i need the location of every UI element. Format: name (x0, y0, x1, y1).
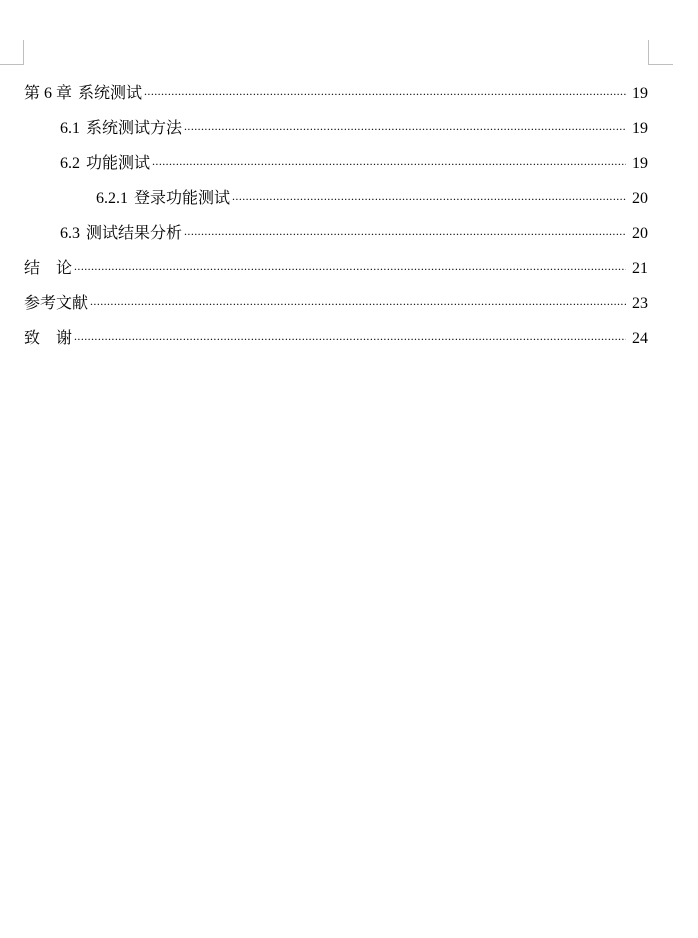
toc-dot-leader (74, 315, 626, 343)
toc-dot-leader (152, 140, 626, 168)
toc-dot-leader (232, 175, 626, 203)
toc-entry-title: 测试结果分析 (86, 223, 183, 242)
toc-entry-title: 功能测试 (86, 153, 151, 172)
toc-page-number: 19 (632, 120, 648, 137)
toc-entry-number: 6.3 (60, 225, 80, 242)
toc-entry-number: 6.2 (60, 155, 80, 172)
toc-page-number: 19 (632, 85, 648, 102)
crop-mark-top-right (648, 40, 673, 65)
toc-page-number: 19 (632, 155, 648, 172)
toc-page-number: 20 (632, 225, 648, 242)
toc-entry-6-2[interactable] (24, 140, 648, 175)
toc-dot-leader (184, 210, 626, 238)
toc-dot-leader (74, 245, 626, 273)
toc-entry-number: 6.2.1 (96, 190, 128, 207)
toc-entry-6-2-1[interactable] (24, 175, 648, 210)
toc-entry-acknowledgements[interactable] (24, 315, 648, 350)
toc-page-number: 21 (632, 260, 648, 277)
table-of-contents (24, 70, 648, 350)
toc-entry-title: 系统测试方法 (86, 118, 183, 137)
toc-entry-number: 第 6 章 (24, 85, 73, 102)
toc-page-number: 20 (632, 190, 648, 207)
toc-entry-number: 6.1 (60, 120, 80, 137)
toc-dot-leader (90, 280, 626, 308)
toc-page-number: 24 (632, 330, 648, 347)
toc-page-number: 23 (632, 295, 648, 312)
toc-dot-leader (184, 105, 626, 133)
crop-mark-top-left (0, 40, 24, 65)
toc-dot-leader (144, 70, 626, 98)
toc-entry-references[interactable] (24, 280, 648, 315)
toc-entry-6-1[interactable] (24, 105, 648, 140)
toc-entry-6-3[interactable] (24, 210, 648, 245)
toc-entry-title: 结 论 (24, 258, 73, 277)
toc-entry-title: 参考文献 (24, 293, 89, 312)
toc-entry-title: 登录功能测试 (134, 188, 231, 207)
toc-entry-chapter-6[interactable] (24, 70, 648, 105)
toc-entry-title: 致 谢 (24, 328, 73, 347)
toc-entry-conclusion[interactable] (24, 245, 648, 280)
toc-entry-title: 系统测试 (78, 83, 143, 102)
